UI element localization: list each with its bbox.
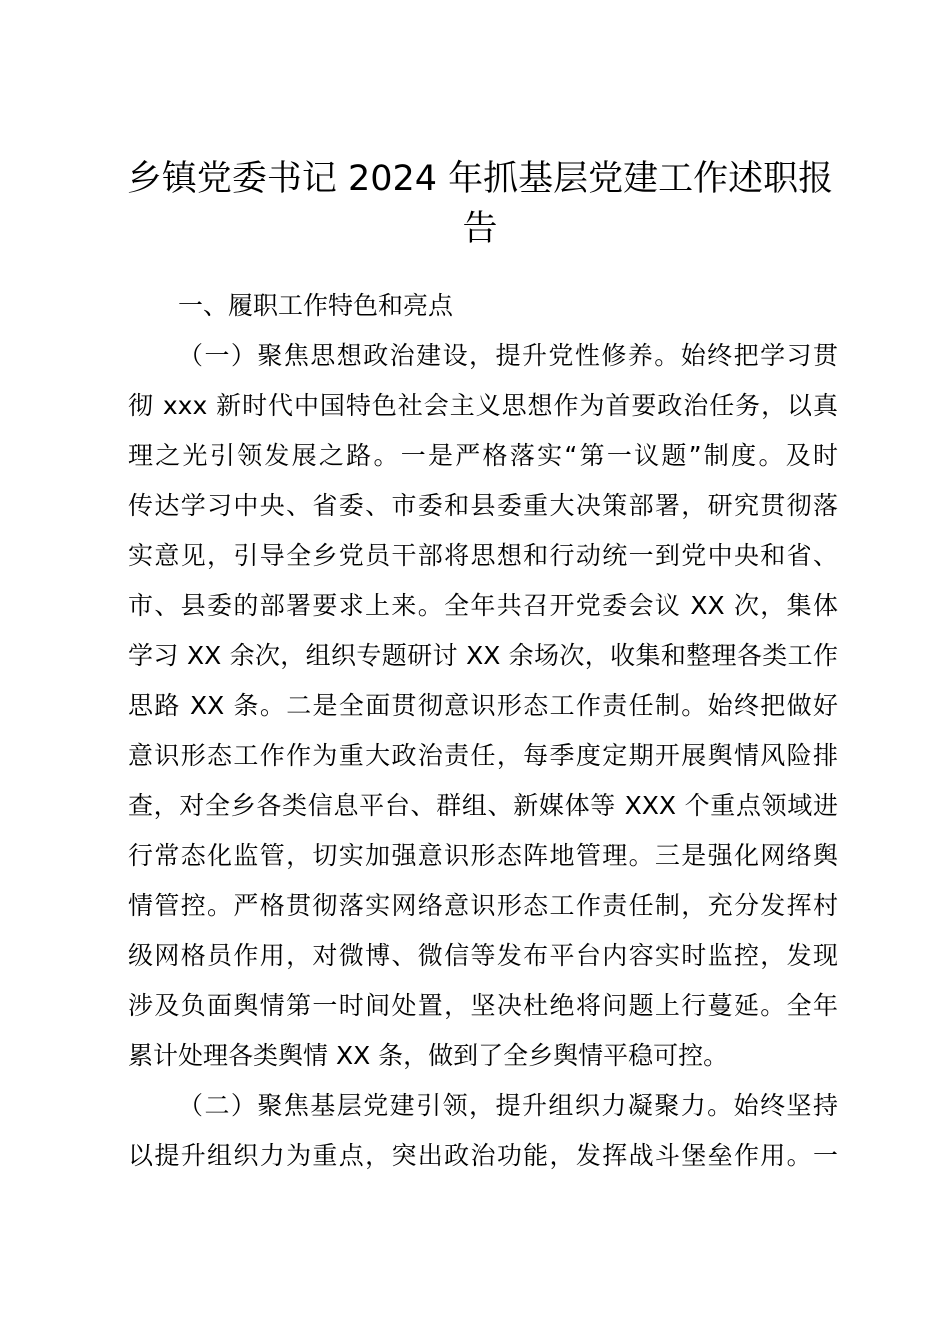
paragraph-line: （一）聚焦思想政治建设，提升党性修养。始终把学习贯 xyxy=(178,341,838,370)
title-line-1: 乡镇党委书记 2024 年抓基层党建工作述职报 xyxy=(126,159,834,199)
paragraph-line: 以提升组织力为重点，突出政治功能，发挥战斗堡垒作用。一 xyxy=(128,1141,838,1170)
paragraph-line: 情管控。严格贯彻落实网络意识形态工作责任制，充分发挥村 xyxy=(128,891,838,920)
paragraph-line: 行常态化监管，切实加强意识形态阵地管理。三是强化网络舆 xyxy=(128,841,838,870)
paragraph-line: 理之光引领发展之路。一是严格落实“第一议题”制度。及时 xyxy=(128,441,838,470)
paragraph-line: （二）聚焦基层党建引领，提升组织力凝聚力。始终坚持 xyxy=(178,1091,838,1120)
paragraph-line: 思路 XX 条。二是全面贯彻意识形态工作责任制。始终把做好 xyxy=(128,691,838,720)
paragraph-line: 实意见，引导全乡党员干部将思想和行动统一到党中央和省、 xyxy=(128,541,838,570)
paragraph-line: 彻 xxx 新时代中国特色社会主义思想作为首要政治任务，以真 xyxy=(128,391,838,420)
paragraph-line: 意识形态工作作为重大政治责任，每季度定期开展舆情风险排 xyxy=(128,741,838,770)
paragraph-line: 级网格员作用，对微博、微信等发布平台内容实时监控，发现 xyxy=(128,941,838,970)
document-title xyxy=(120,154,840,254)
paragraph-line: 学习 XX 余次，组织专题研讨 XX 余场次，收集和整理各类工作 xyxy=(128,641,838,670)
paragraph-line: 累计处理各类舆情 XX 条，做到了全乡舆情平稳可控。 xyxy=(128,1041,729,1070)
section-heading: 一、履职工作特色和亮点 xyxy=(178,291,454,320)
title-line-2: 告 xyxy=(462,209,498,249)
paragraph-line: 市、县委的部署要求上来。全年共召开党委会议 XX 次，集体 xyxy=(128,591,838,620)
paragraph-line: 涉及负面舆情第一时间处置，坚决杜绝将问题上行蔓延。全年 xyxy=(128,991,838,1020)
paragraph-line: 查，对全乡各类信息平台、群组、新媒体等 XXX 个重点领域进 xyxy=(128,791,838,820)
paragraph-line: 传达学习中央、省委、市委和县委重大决策部署，研究贯彻落 xyxy=(128,491,838,520)
